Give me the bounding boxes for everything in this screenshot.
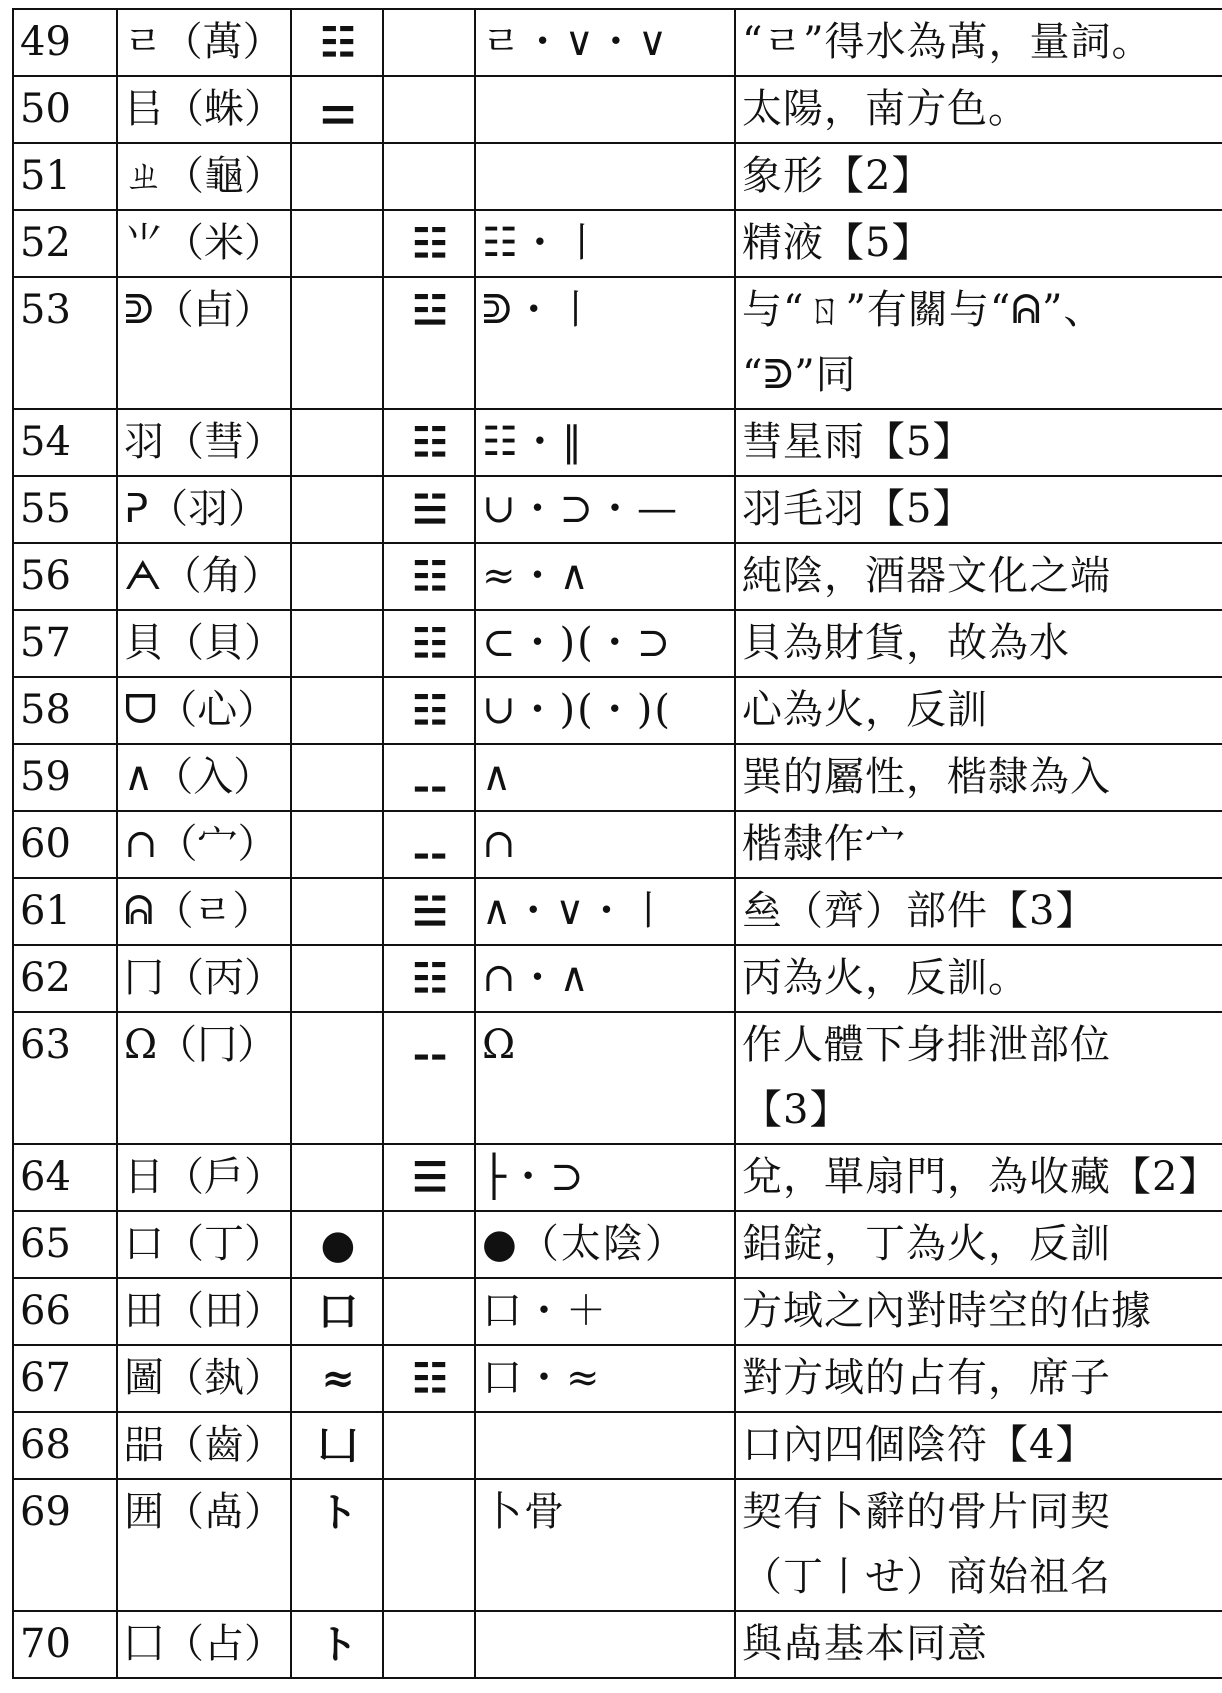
note-cell	[735, 677, 1222, 744]
symbol-cell-1	[291, 210, 383, 277]
symbol-cell-1	[291, 677, 383, 744]
row-number-cell: 70	[13, 1611, 117, 1678]
note-cell	[735, 1345, 1222, 1412]
symbol-cell-1	[291, 610, 383, 677]
glyph-cell: ∩（宀）	[117, 811, 291, 878]
note-line: 契有卜辭的骨片同契	[742, 1489, 1111, 1535]
note-line: 太陽，南方色。	[742, 86, 1029, 132]
glyph-cell: 㠯（蛛）	[117, 76, 291, 143]
row-number-cell: 55	[13, 476, 117, 543]
code-cell: ∧・∨・丨	[475, 878, 735, 945]
table-row	[13, 1278, 1222, 1345]
symbol-cell-1: ト	[291, 1479, 383, 1611]
note-line: 作人體下身排泄部位	[742, 1022, 1111, 1068]
row-number-cell: 54	[13, 409, 117, 476]
symbol-cell-2: ☷	[383, 543, 475, 610]
symbol-cell-1: ●	[291, 1211, 383, 1278]
note-line: 與卨基本同意	[742, 1621, 988, 1667]
symbol-cell-2: ☷	[383, 210, 475, 277]
table-row	[13, 277, 1222, 409]
symbol-cell-2	[383, 1479, 475, 1611]
note-line: “ㄹ”得水為萬，量詞。	[742, 19, 1153, 65]
code-cell: ㄹ・∨・∨	[475, 9, 735, 76]
table-row	[13, 811, 1222, 878]
note-cell	[735, 610, 1222, 677]
code-cell	[475, 1611, 735, 1678]
symbol-cell-1	[291, 409, 383, 476]
row-number-cell: 63	[13, 1012, 117, 1144]
note-line: 楷隸作宀	[742, 821, 906, 867]
table-row	[13, 143, 1222, 210]
row-number-cell: 67	[13, 1345, 117, 1412]
symbol-cell-2: ☷	[383, 409, 475, 476]
note-line: 【3】	[742, 1087, 851, 1133]
table-row	[13, 1611, 1222, 1678]
row-number-cell: 68	[13, 1412, 117, 1479]
symbol-cell-2: ⚋	[383, 811, 475, 878]
symbol-cell-1	[291, 476, 383, 543]
code-cell: 卜骨	[475, 1479, 735, 1611]
note-cell	[735, 543, 1222, 610]
symbol-cell-2: ☷	[383, 677, 475, 744]
note-line: 方域之內對時空的佔據	[742, 1288, 1152, 1334]
glyph-cell: 冂（丙）	[117, 945, 291, 1012]
glyph-cell: ᕱ（ㄹ）	[117, 878, 291, 945]
glyph-cell: ㄓ（龜）	[117, 143, 291, 210]
code-cell: ∧	[475, 744, 735, 811]
code-cell: ∩・∧	[475, 945, 735, 1012]
code-cell: Ω	[475, 1012, 735, 1144]
note-line: 巽的屬性，楷隸為入	[742, 754, 1111, 800]
glyph-cell: ᗜ（心）	[117, 677, 291, 744]
note-line: （丁丨せ）商始祖名	[742, 1554, 1111, 1600]
code-cell: ∩	[475, 811, 735, 878]
row-number-cell: 59	[13, 744, 117, 811]
symbol-cell-2: ☷	[383, 1345, 475, 1412]
glyph-cell: 囗（占）	[117, 1611, 291, 1678]
glyph-cell: 貝（貝）	[117, 610, 291, 677]
note-line: 兌，單扇門，為收藏【2】	[742, 1154, 1220, 1200]
symbol-cell-2	[383, 143, 475, 210]
note-cell	[735, 1012, 1222, 1144]
symbol-cell-1: ト	[291, 1611, 383, 1678]
glyph-cell: 田（田）	[117, 1278, 291, 1345]
note-cell	[735, 945, 1222, 1012]
glyph-cell: 㗊（齒）	[117, 1412, 291, 1479]
note-cell	[735, 409, 1222, 476]
note-cell	[735, 878, 1222, 945]
symbol-cell-1	[291, 811, 383, 878]
code-cell	[475, 1412, 735, 1479]
glyph-cell: Ω（冂）	[117, 1012, 291, 1144]
table-row	[13, 9, 1222, 76]
symbol-cell-1: 口	[291, 1278, 383, 1345]
code-cell	[475, 76, 735, 143]
table-row	[13, 945, 1222, 1012]
glyph-cell: ᕲ（卣）	[117, 277, 291, 409]
code-cell: ⊂・)(・⊃	[475, 610, 735, 677]
table-row	[13, 1012, 1222, 1144]
table-row	[13, 1345, 1222, 1412]
symbol-cell-2	[383, 1611, 475, 1678]
glyph-cell: ㄹ（萬）	[117, 9, 291, 76]
note-cell	[735, 476, 1222, 543]
note-cell	[735, 9, 1222, 76]
code-cell: ●（太陰）	[475, 1211, 735, 1278]
symbol-cell-1: 凵	[291, 1412, 383, 1479]
code-cell: ≈・∧	[475, 543, 735, 610]
table-row	[13, 1144, 1222, 1211]
code-cell: ├・⊃	[475, 1144, 735, 1211]
glyph-cell: 口（丁）	[117, 1211, 291, 1278]
table-row	[13, 476, 1222, 543]
row-number-cell: 65	[13, 1211, 117, 1278]
table-row	[13, 878, 1222, 945]
note-line: 鋁錠，丁為火，反訓	[742, 1221, 1111, 1267]
note-cell	[735, 76, 1222, 143]
code-cell: ᕲ・丨	[475, 277, 735, 409]
character-table	[12, 8, 1222, 1679]
note-line: 純陰，酒器文化之端	[742, 553, 1111, 599]
table-row	[13, 543, 1222, 610]
row-number-cell: 56	[13, 543, 117, 610]
symbol-cell-2	[383, 1278, 475, 1345]
code-cell: 口・≈	[475, 1345, 735, 1412]
symbol-cell-2: ☱	[383, 878, 475, 945]
symbol-cell-2	[383, 1211, 475, 1278]
code-cell: ∪・)(・)(	[475, 677, 735, 744]
row-number-cell: 50	[13, 76, 117, 143]
note-cell	[735, 1278, 1222, 1345]
glyph-cell: ⺌（米）	[117, 210, 291, 277]
row-number-cell: 62	[13, 945, 117, 1012]
glyph-cell: 羽（彗）	[117, 409, 291, 476]
table-row	[13, 1211, 1222, 1278]
code-cell: ∪・⊃・—	[475, 476, 735, 543]
note-line: 心為火，反訓	[742, 687, 988, 733]
code-cell: ☷・丨	[475, 210, 735, 277]
note-cell	[735, 210, 1222, 277]
symbol-cell-2	[383, 9, 475, 76]
note-line: “ᕲ”同	[742, 352, 857, 398]
note-cell	[735, 277, 1222, 409]
symbol-cell-1	[291, 1144, 383, 1211]
note-line: 彗星雨【5】	[742, 419, 974, 465]
document-page	[12, 8, 1222, 1679]
symbol-cell-2: ☷	[383, 945, 475, 1012]
note-line: 口內四個陰符【4】	[742, 1422, 1097, 1468]
note-cell	[735, 1412, 1222, 1479]
row-number-cell: 58	[13, 677, 117, 744]
symbol-cell-1	[291, 1012, 383, 1144]
row-number-cell: 52	[13, 210, 117, 277]
glyph-cell: 囲（卨）	[117, 1479, 291, 1611]
symbol-cell-2: ☷	[383, 610, 475, 677]
table-row	[13, 409, 1222, 476]
symbol-cell-1	[291, 945, 383, 1012]
symbol-cell-1: ☷	[291, 9, 383, 76]
note-line: 象形【2】	[742, 153, 933, 199]
code-cell	[475, 143, 735, 210]
symbol-cell-2: ☰	[383, 1144, 475, 1211]
note-cell	[735, 1144, 1222, 1211]
note-line: 對方域的占有，席子	[742, 1355, 1111, 1401]
glyph-cell: ∧（入）	[117, 744, 291, 811]
symbol-cell-1	[291, 143, 383, 210]
table-row	[13, 210, 1222, 277]
table-row	[13, 744, 1222, 811]
symbol-cell-2: ☳	[383, 277, 475, 409]
note-line: 貝為財貨，故為水	[742, 620, 1070, 666]
row-number-cell: 60	[13, 811, 117, 878]
note-cell	[735, 1479, 1222, 1611]
note-cell	[735, 744, 1222, 811]
symbol-cell-2: ☱	[383, 476, 475, 543]
symbol-cell-1	[291, 277, 383, 409]
symbol-cell-1: ≈	[291, 1345, 383, 1412]
note-cell	[735, 1211, 1222, 1278]
note-line: 与“ㄖ”有關与“ᕱ”、	[742, 287, 1105, 333]
symbol-cell-2: ⚋	[383, 744, 475, 811]
symbol-cell-1	[291, 878, 383, 945]
glyph-cell: 日（戶）	[117, 1144, 291, 1211]
glyph-cell: ᗅ（角）	[117, 543, 291, 610]
glyph-cell: 圖（埶）	[117, 1345, 291, 1412]
symbol-cell-2	[383, 1412, 475, 1479]
table-row	[13, 1412, 1222, 1479]
table-body	[13, 9, 1222, 1678]
row-number-cell: 53	[13, 277, 117, 409]
row-number-cell: 66	[13, 1278, 117, 1345]
table-row	[13, 76, 1222, 143]
note-cell	[735, 1611, 1222, 1678]
symbol-cell-2	[383, 76, 475, 143]
table-row	[13, 1479, 1222, 1611]
row-number-cell: 64	[13, 1144, 117, 1211]
note-line: 丙為火，反訓。	[742, 955, 1029, 1001]
symbol-cell-1	[291, 744, 383, 811]
row-number-cell: 49	[13, 9, 117, 76]
symbol-cell-1	[291, 543, 383, 610]
note-cell	[735, 811, 1222, 878]
table-row	[13, 677, 1222, 744]
table-row	[13, 610, 1222, 677]
code-cell: ☷・‖	[475, 409, 735, 476]
symbol-cell-1: ⚌	[291, 76, 383, 143]
code-cell: 口・＋	[475, 1278, 735, 1345]
row-number-cell: 61	[13, 878, 117, 945]
note-line: 羽毛羽【5】	[742, 486, 974, 532]
note-line: 精液【5】	[742, 220, 933, 266]
note-line: 亝（齊）部件【3】	[742, 888, 1097, 934]
symbol-cell-2: ⚋	[383, 1012, 475, 1144]
glyph-cell: ᕈ（羽）	[117, 476, 291, 543]
row-number-cell: 69	[13, 1479, 117, 1611]
row-number-cell: 57	[13, 610, 117, 677]
note-cell	[735, 143, 1222, 210]
row-number-cell: 51	[13, 143, 117, 210]
